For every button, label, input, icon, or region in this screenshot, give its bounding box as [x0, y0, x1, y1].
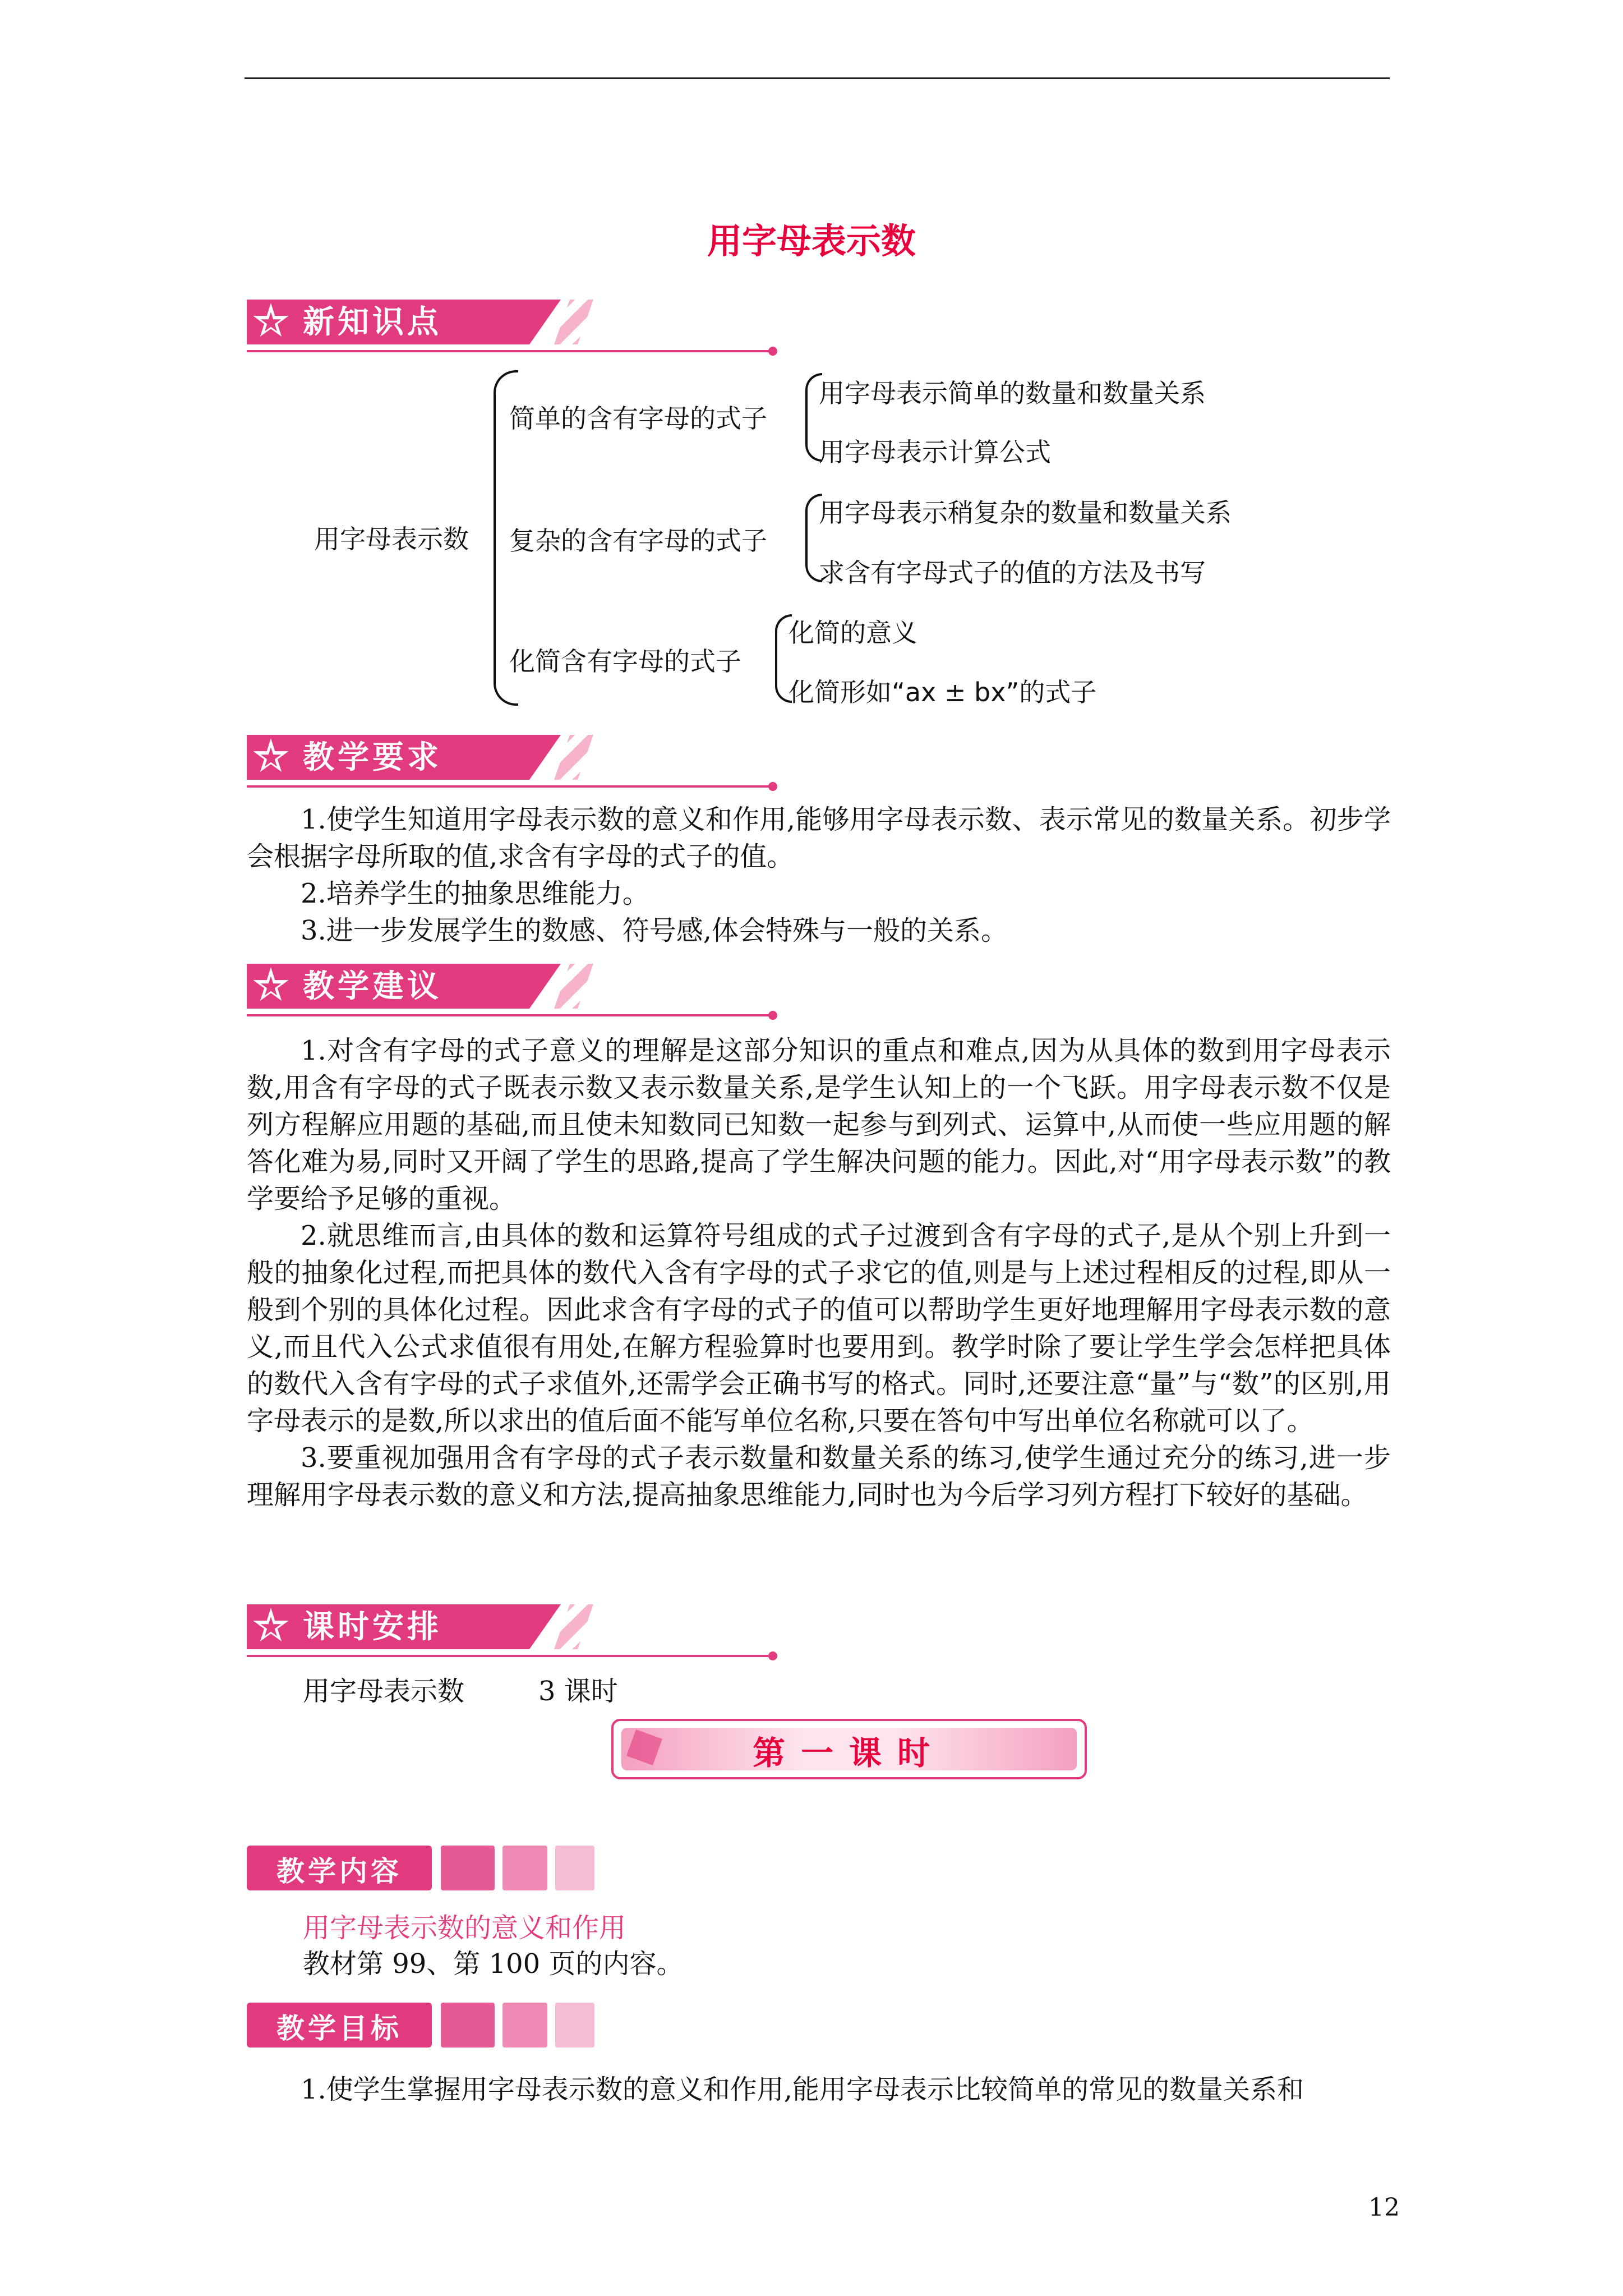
suggestion-item: 1.对含有字母的式子意义的理解是这部分知识的重点和难点,因为从具体的数到用字母表示数,用含有字母的式子既表示数又表示数量关系,是学生认知上的一个飞跃。用字母表示数不仅是列方程解应用题的基础,而且使未知数同已知数一起参与到列式、运算中,从而使一些应用题的解答化难为易,同时又开阔了学生的思路,提高了学生解决问题的能力。因此,对“用字母表示数”的教学要给予足够的重视。	[247, 1035, 1391, 1214]
goal-item: 1.使学生掌握用字母表示数的意义和作用,能用字母表示比较简单的常见的数量关系和	[301, 2074, 1304, 2105]
requirement-item: 2.培养学生的抽象思维能力。	[301, 878, 649, 909]
mindmap-root: 用字母表示数	[314, 524, 469, 554]
mindmap-leaf: 用字母表示计算公式	[819, 437, 1051, 467]
tag-label: 教学目标	[276, 2012, 402, 2045]
suggestion-item: 3.要重视加强用含有字母的式子表示数量和数量关系的练习,使学生通过充分的练习,进一步理解用字母表示数的意义和方法,提高抽象思维能力,同时也为今后学习列方程打下较好的基础。	[247, 1442, 1391, 1511]
section-label: 教学要求	[303, 739, 442, 776]
schedule-topic: 用字母表示数	[303, 1676, 465, 1707]
section-header-schedule	[247, 1604, 780, 1660]
suggestions-list	[247, 1032, 1391, 1513]
section-header-suggestions	[247, 964, 780, 1020]
tag-label: 教学内容	[276, 1855, 402, 1888]
lesson-banner-label: 第一课时	[752, 1734, 946, 1772]
mindmap-leaf: 用字母表示稍复杂的数量和数量关系	[819, 498, 1232, 528]
page-title: 用字母表示数	[707, 220, 916, 261]
section-label: 新知识点	[303, 304, 442, 341]
requirement-item: 1.使学生知道用字母表示数的意义和作用,能够用字母表示数、表示常见的数量关系。初步学会根据字母所取的值,求含有字母的式子的值。	[247, 804, 1391, 872]
section-header-knowledge	[247, 300, 780, 356]
mindmap-branch-2: 复杂的含有字母的式子	[509, 526, 767, 556]
header-rule	[245, 77, 1390, 79]
mindmap-leaf: 化简的意义	[789, 618, 917, 648]
mindmap-leaf: 求含有字母式子的值的方法及书写	[819, 558, 1206, 588]
section-label: 课时安排	[303, 1609, 442, 1645]
page-number: 12	[1368, 2193, 1400, 2222]
section-header-requirements	[247, 735, 780, 791]
content-text: 教材第 99、第 100 页的内容。	[303, 1948, 684, 1980]
mindmap-leaf: 化简形如“ax ± bx”的式子	[789, 677, 1097, 707]
section-label: 教学建议	[303, 968, 442, 1005]
mindmap-branch-1: 简单的含有字母的式子	[509, 403, 767, 434]
requirements-list	[247, 801, 1391, 949]
mindmap-branch-3: 化简含有字母的式子	[509, 646, 741, 677]
mindmap-leaf: 用字母表示简单的数量和数量关系	[819, 378, 1206, 408]
suggestion-item: 2.就思维而言,由具体的数和运算符号组成的式子过渡到含有字母的式子,是从个别上升到一般的抽象化过程,而把具体的数代入含有字母的式子求它的值,则是与上述过程相反的过程,即从一般到个别的具体化过程。因此求含有字母的式子的值可以帮助学生更好地理解用字母表示数的意义,而且代入公式求值很有用处,在解方程验算时也要用到。教学时除了要让学生学会怎样把具体的数代入含有字母的式子求值外,还需学会正确书写的格式。同时,还要注意“量”与“数”的区别,用字母表示的是数,所以求出的值后面不能写单位名称,只要在答句中写出单位名称就可以了。	[247, 1220, 1391, 1437]
lesson-banner	[611, 1719, 1087, 1779]
content-link[interactable]: 用字母表示数的意义和作用	[303, 1912, 626, 1944]
requirement-item: 3.进一步发展学生的数感、符号感,体会特殊与一般的关系。	[301, 915, 1008, 946]
schedule-hours: 3 课时	[538, 1676, 618, 1707]
